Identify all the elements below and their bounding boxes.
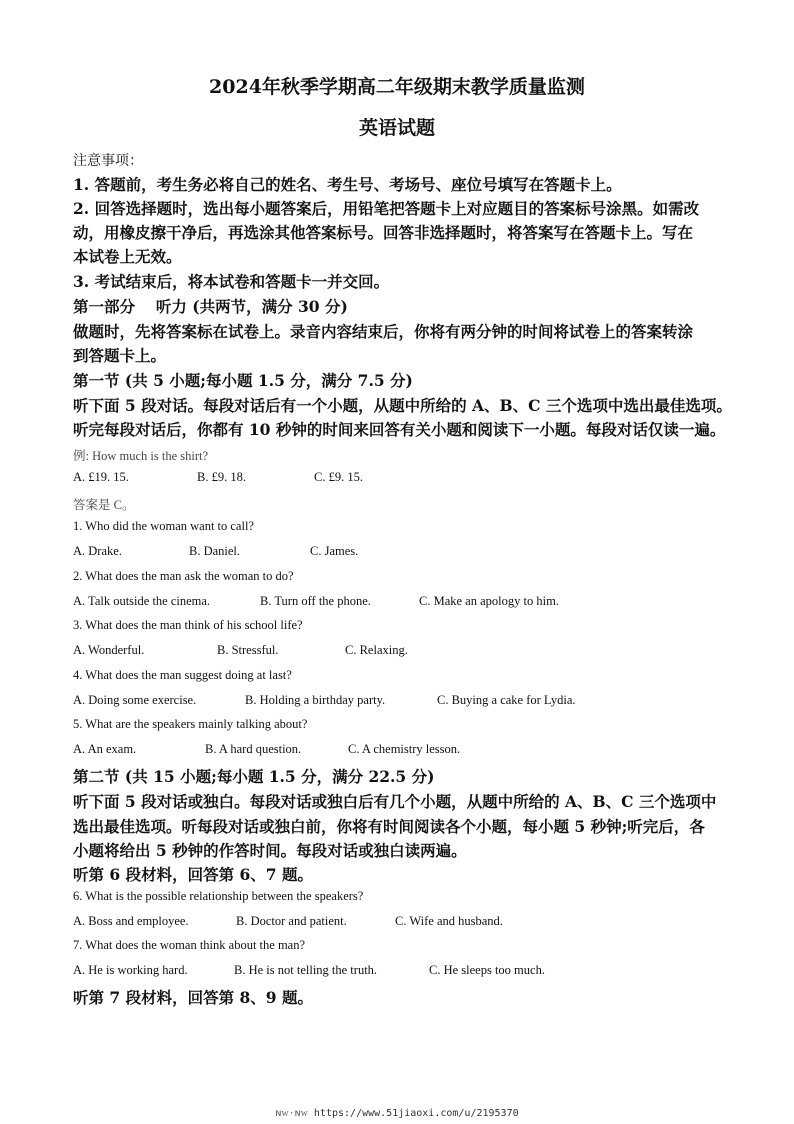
question-5: 5. What are the speakers mainly talking about?	[73, 717, 308, 731]
question-4-option-c: C. Buying a cake for Lydia.	[437, 693, 576, 707]
question-1-option-b: B. Daniel.	[189, 544, 241, 558]
section-2-instruction-line-1: 听下面 5 段对话或独白。每段对话或独白后有几个小题，从题中所给的 A、B、C 三个选项中	[73, 792, 717, 811]
part-1-instruction-line-1: 做题时，先将答案标在试卷上。录音内容结束后，你将有两分钟的时间将试卷上的答案转涂	[73, 322, 694, 341]
material-7-heading: 听第 7 段材料，回答第 8、9 题。	[73, 988, 313, 1007]
note-3: 3. 考试结束后，将本试卷和答题卡一并交回。	[73, 272, 390, 291]
question-3: 3. What does the man think of his school life?	[73, 618, 303, 632]
material-6-heading: 听第 6 段材料，回答第 6、7 题。	[73, 865, 313, 884]
question-5-option-c: C. A chemistry lesson.	[348, 742, 461, 756]
note-2-line-3: 本试卷上无效。	[73, 247, 182, 266]
example-question: 例: How much is the shirt?	[73, 449, 209, 463]
question-1: 1. Who did the woman want to call?	[73, 519, 254, 533]
question-3-option-a: A. Wonderful.	[73, 643, 145, 657]
note-1: 1. 答题前，考生务必将自己的姓名、考生号、考场号、座位号填写在答题卡上。	[73, 175, 622, 194]
question-2-option-a: A. Talk outside the cinema.	[73, 594, 211, 608]
subject-title: 英语试题	[358, 117, 435, 139]
question-6-option-a: A. Boss and employee.	[73, 914, 189, 928]
question-4-option-a: A. Doing some exercise.	[73, 693, 197, 707]
part-1-instruction-line-2: 到答题卡上。	[73, 346, 167, 365]
question-4-option-b: B. Holding a birthday party.	[245, 693, 386, 707]
section-2-instruction-line-2: 选出最佳选项。听每段对话或独白前，你将有时间阅读各个小题，每小题 5 秒钟;听完后，各	[73, 817, 705, 836]
note-2-line-2: 动，用橡皮擦干净后，再选涂其他答案标号。回答非选择题时，将答案写在答题卡上。写在	[73, 223, 694, 242]
example-answer: 答案是 C。	[73, 498, 135, 512]
example-option-b: B. £9. 18.	[197, 470, 246, 484]
question-5-option-b: B. A hard question.	[205, 742, 302, 756]
question-7: 7. What does the woman think about the man?	[73, 938, 306, 952]
question-2-option-b: B. Turn off the phone.	[260, 594, 371, 608]
question-1-option-c: C. James.	[310, 544, 359, 558]
footer-watermark	[0, 1108, 794, 1119]
question-5-option-a: A. An exam.	[73, 742, 137, 756]
question-7-option-b: B. He is not telling the truth.	[234, 963, 378, 977]
section-2-instruction-line-3: 小题将给出 5 秒钟的作答时间。每段对话或独白读两遍。	[73, 841, 467, 860]
section-2-heading: 第二节 (共 15 小题;每小题 1.5 分，满分 22.5 分)	[73, 767, 435, 786]
footer-url[interactable]: https://www.51jiaoxi.com/u/2195370	[313, 1108, 519, 1119]
question-2-option-c: C. Make an apology to him.	[419, 594, 559, 608]
question-1-option-a: A. Drake.	[73, 544, 122, 558]
question-2: 2. What does the man ask the woman to do?	[73, 569, 294, 583]
question-3-option-b: B. Stressful.	[217, 643, 279, 657]
part-1-heading: 第一部分 听力 (共两节，满分 30 分)	[73, 297, 348, 316]
section-1-instruction-line-2: 听完每段对话后，你都有 10 秒钟的时间来回答有关小题和阅读下一小题。每段对话仅读一遍。	[73, 420, 726, 439]
example-option-a: A. £19. 15.	[73, 470, 129, 484]
question-6-option-c: C. Wife and husband.	[395, 914, 503, 928]
page-title: 2024年秋季学期高二年级期末教学质量监测	[209, 76, 585, 98]
question-6-option-b: B. Doctor and patient.	[236, 914, 347, 928]
question-4: 4. What does the man suggest doing at last?	[73, 668, 292, 682]
notes-heading: 注意事项：	[73, 153, 143, 169]
footer-prefix: ɴᴡ·ɴᴡ	[275, 1108, 308, 1119]
question-7-option-a: A. He is working hard.	[73, 963, 188, 977]
note-2-line-1: 2. 回答选择题时，选出每小题答案后，用铅笔把答题卡上对应题目的答案标号涂黑。如需改	[73, 199, 700, 218]
question-7-option-c: C. He sleeps too much.	[429, 963, 545, 977]
question-6: 6. What is the possible relationship between the speakers?	[73, 889, 364, 903]
section-1-instruction-line-1: 听下面 5 段对话。每段对话后有一个小题，从题中所给的 A、B、C 三个选项中选出最佳选项。	[73, 396, 732, 415]
example-option-c: C. £9. 15.	[314, 470, 363, 484]
section-1-heading: 第一节 (共 5 小题;每小题 1.5 分，满分 7.5 分)	[73, 371, 413, 390]
question-3-option-c: C. Relaxing.	[345, 643, 408, 657]
